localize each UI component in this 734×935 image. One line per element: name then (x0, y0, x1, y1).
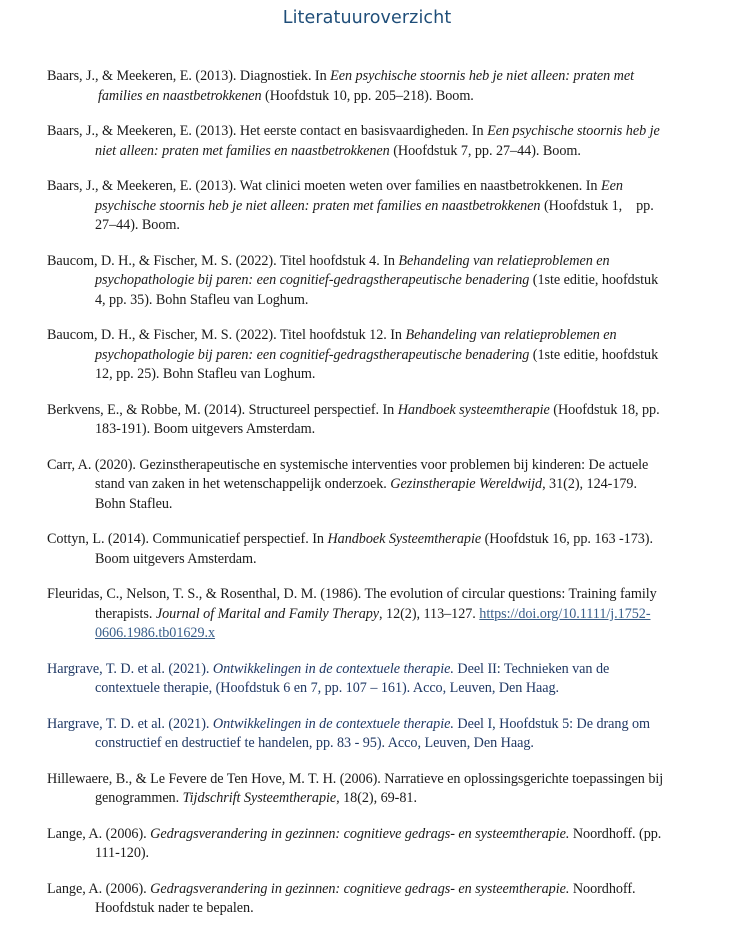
reference-entry (47, 122, 667, 161)
reference-details: (1ste editie, hoofdstuk 4, pp. 35). Bohn Stafleu van Loghum. (95, 272, 659, 308)
reference-source-title: Gedragsverandering in gezinnen: cognitieve gedrags- en systeemtherapie. (150, 880, 570, 897)
reference-entry (47, 825, 667, 864)
reference-source-title: Handboek systeemtherapie (397, 401, 550, 418)
doi-link[interactable]: https://doi.org/10.1111/j.1752-0606.1986.tb01629.x (95, 605, 651, 642)
reference-text: Baars, J., & Meekeren, E. (2013). Wat clinici moeten weten over families en naastbetrokkenen. In (47, 178, 601, 195)
reference-text: Hargrave, T. D. et al. (2021). (47, 660, 213, 677)
reference-source-title: Ontwikkelingen in de contextuele therapie. (212, 660, 454, 677)
reference-text: Baucom, D. H., & Fischer, M. S. (2022). Titel hoofdstuk 4. In (47, 252, 399, 269)
reference-source-title: Behandeling van relatieproblemen en psychopathologie bij paren: een cognitief-gedragstherapeutische benadering (95, 252, 610, 289)
reference-entry (47, 880, 667, 919)
reference-entry (47, 401, 667, 440)
reference-details: Deel I, Hoofdstuk 5: De drang om constructief en destructief te handelen, pp. 83 - 95). Acco, Leuven, Den Haag. (95, 715, 651, 752)
reference-details: (Hoofdstuk 18, pp. 183-191). Boom uitgevers Amsterdam. (95, 401, 660, 438)
reference-text: Carr, A. (2020). Gezinstherapeutische en systemische interventies voor problemen bij kinderen: De actuele stand van zaken in het wetenschappelijk onderzoek. (47, 456, 649, 493)
reference-details: (Hoofdstuk 1, pp. 27–44). Boom. (95, 197, 658, 234)
reference-entry (47, 530, 667, 569)
reference-details: Noordhoff. (pp. 111-120). (95, 825, 662, 862)
reference-entry (47, 326, 667, 385)
reference-text: Baucom, D. H., & Fischer, M. S. (2022). Titel hoofdstuk 12. In (47, 327, 406, 344)
reference-text: Berkvens, E., & Robbe, M. (2014). Structureel perspectief. In (47, 401, 398, 418)
reference-details: (Hoofdstuk 7, pp. 27–44). Boom. (389, 142, 581, 159)
reference-text: Lange, A. (2006). (47, 880, 151, 897)
reference-source-title: Een psychische stoornis heb je niet alleen: praten met families en naastbetrokkenen (95, 123, 660, 159)
reference-text: Baars, J., & Meekeren, E. (2013). Het eerste contact en basisvaardigheden. In (47, 123, 488, 140)
reference-source-title: Een psychische stoornis heb je niet alleen: praten met families en naastbetrokkenen (95, 178, 623, 214)
reference-entry (47, 660, 667, 699)
reference-source-title: Gedragsverandering in gezinnen: cognitieve gedrags- en systeemtherapie. (150, 825, 570, 842)
reference-text: Hillewaere, B., & Le Fevere de Ten Hove, M. T. H. (2006). Narratieve en oplossingsgerichte toepassingen bij genogrammen. (47, 770, 664, 807)
reference-text: Baars, J., & Meekeren, E. (2013). Diagnostiek. In (47, 68, 331, 85)
reference-source-title: Behandeling van relatieproblemen en psychopathologie bij paren: een cognitief-gedragstherapeutische benadering (95, 327, 617, 363)
reference-source-title: Ontwikkelingen in de contextuele therapie. (212, 715, 454, 732)
reference-details: Noordhoff. Hoofdstuk nader te bepalen. (95, 880, 636, 917)
reference-entry (47, 715, 667, 754)
reference-list (47, 53, 667, 935)
reference-entry (47, 67, 667, 106)
reference-details: (Hoofdstuk 16, pp. 163 -173). Boom uitgevers Amsterdam. (95, 531, 653, 567)
reference-text: Lange, A. (2006). (47, 825, 151, 842)
reference-entry (47, 770, 667, 809)
reference-source-title: Tijdschrift Systeemtherapie (182, 790, 337, 807)
reference-text: Hargrave, T. D. et al. (2021). (47, 715, 213, 732)
reference-details: (Hoofdstuk 10, pp. 205–218). Boom. (261, 87, 474, 104)
reference-entry (47, 585, 667, 644)
reference-details: , 31(2), 124-179. Bohn Stafleu. (95, 476, 637, 512)
reference-entry (47, 252, 667, 311)
reference-details: (1ste editie, hoofdstuk 12, pp. 25). Bohn Stafleu van Loghum. (95, 346, 659, 383)
page-title: Literatuuroverzicht (282, 8, 452, 28)
reference-entry (47, 177, 667, 236)
reference-details: Deel II: Technieken van de contextuele therapie, (Hoofdstuk 6 en 7, pp. 107 – 161). Acco, Leuven, Den Haag. (95, 660, 610, 697)
reference-details: , 18(2), 69-81. (336, 790, 417, 807)
reference-text: Fleuridas, C., Nelson, T. S., & Rosenthal, D. M. (1986). The evolution of circular questions: Training family therapists. (47, 586, 657, 622)
reference-details: , 12(2), 113–127. (379, 605, 480, 622)
reference-text: Cottyn, L. (2014). Communicatief perspectief. In (47, 531, 328, 548)
reference-source-title: Journal of Marital and Family Therapy (155, 605, 380, 622)
reference-source-title: Een psychische stoornis heb je niet alleen: praten met families en naastbetrokkenen (98, 68, 634, 104)
reference-entry (47, 456, 667, 515)
reference-source-title: Gezinstherapie Wereldwijd (390, 476, 543, 493)
reference-source-title: Handboek Systeemtherapie (327, 531, 482, 548)
